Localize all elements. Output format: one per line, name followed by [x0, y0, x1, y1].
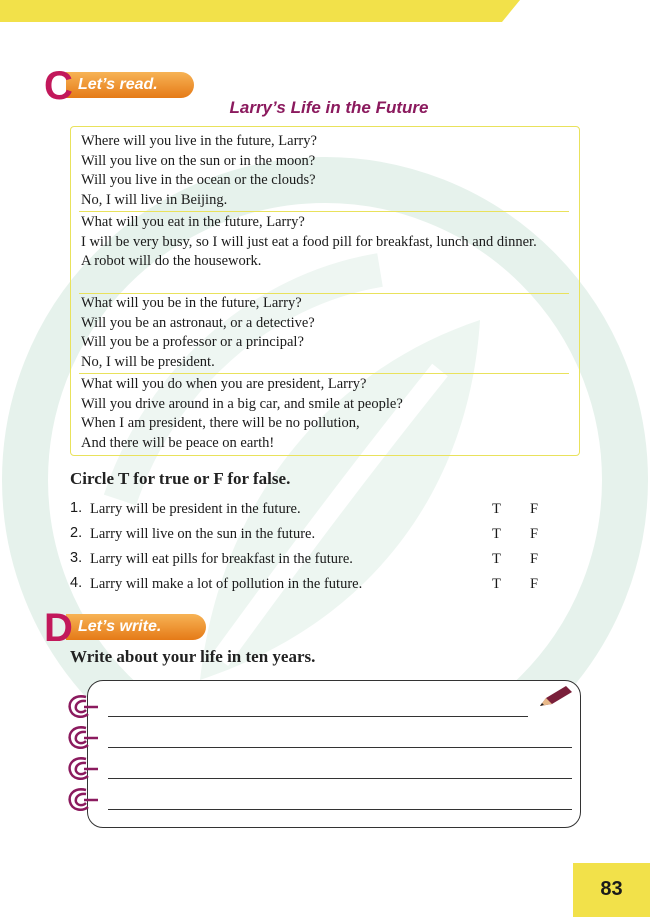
question-row [70, 525, 550, 547]
notebook-ring-icon [66, 754, 100, 784]
poem-line: Will you drive around in a big car, and smile at people? [81, 395, 403, 412]
true-option[interactable]: T [492, 576, 501, 592]
poem-line: Will you live in the ocean or the clouds? [81, 172, 316, 188]
question-number: 2. [70, 525, 83, 541]
poem-line: What will you be in the future, Larry? [81, 295, 302, 311]
section-d-letter: D [44, 606, 73, 650]
true-option[interactable]: T [492, 526, 501, 542]
writing-instruction: Write about your life in ten years. [70, 647, 316, 666]
section-c-label: Let’s read. [66, 72, 194, 98]
question-text: Larry will live on the sun in the future. [90, 526, 316, 542]
section-d-label: Let’s write. [66, 614, 206, 640]
poem-line: And there will be peace on earth! [81, 434, 275, 451]
question-text: Larry will make a lot of pollution in the future. [90, 576, 363, 592]
poem-line: Will you be an astronaut, or a detective? [81, 314, 315, 331]
false-option[interactable]: F [530, 551, 539, 567]
true-option[interactable]: T [492, 501, 501, 517]
writing-line[interactable] [108, 809, 572, 810]
notebook-ring-icon [66, 692, 100, 722]
poem-line: A robot will do the housework. [81, 253, 262, 269]
section-d-badge [44, 606, 209, 650]
poem-line: I will be very busy, so I will just eat a food pill for breakfast, lunch and dinner. [81, 233, 537, 250]
stanza-1 [81, 132, 575, 210]
false-option[interactable]: F [530, 501, 539, 517]
poem-line: What will you eat in the future, Larry? [81, 214, 305, 230]
notebook-ring-icon [66, 785, 100, 815]
poem-line: No, I will be president. [81, 353, 215, 370]
true-false-instruction: Circle T for true or F for false. [70, 469, 291, 488]
top-accent-band [0, 0, 650, 22]
stanza-divider [79, 373, 569, 374]
question-number: 4. [70, 575, 83, 591]
false-option[interactable]: F [530, 576, 539, 592]
question-row [70, 575, 550, 597]
poem-line: Will you live on the sun or in the moon? [81, 152, 316, 169]
poem-box [70, 126, 580, 456]
true-option[interactable]: T [492, 551, 501, 567]
question-row [70, 500, 550, 522]
poem-line: Will you be a professor or a principal? [81, 334, 304, 350]
poem-line: Where will you live in the future, Larry? [81, 133, 317, 149]
notebook-ring-icon [66, 723, 100, 753]
question-text: Larry will be president in the future. [90, 501, 301, 517]
writing-line[interactable] [108, 716, 528, 717]
question-row [70, 550, 550, 572]
pencil-icon [536, 684, 574, 710]
question-text: Larry will eat pills for breakfast in the future. [90, 551, 353, 567]
poem-line: What will you do when you are president, Larry? [81, 376, 367, 392]
question-number: 3. [70, 550, 83, 566]
poem-line: When I am president, there will be no pollution, [81, 415, 360, 431]
stanza-2 [81, 213, 575, 272]
section-c-letter: C [44, 64, 73, 108]
story-title: Larry’s Life in the Future [229, 98, 429, 117]
stanza-4 [81, 375, 575, 453]
writing-line[interactable] [108, 747, 572, 748]
writing-notebook [87, 680, 581, 828]
page-number: 83 [573, 863, 650, 917]
writing-line[interactable] [108, 778, 572, 779]
stanza-3 [81, 294, 575, 372]
poem-line: No, I will live in Beijing. [81, 191, 228, 208]
question-number: 1. [70, 500, 83, 516]
false-option[interactable]: F [530, 526, 539, 542]
stanza-divider [79, 211, 569, 212]
